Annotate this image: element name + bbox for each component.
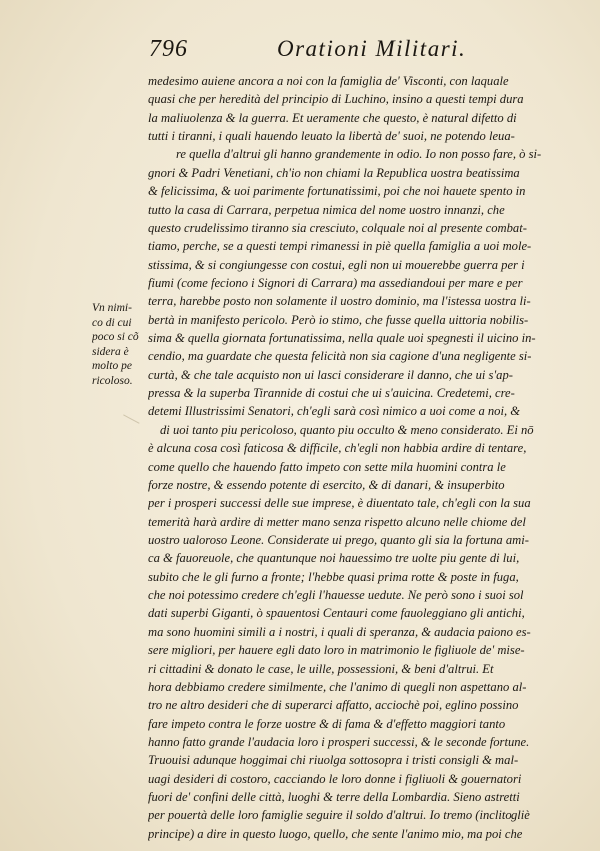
text-line: ri cittadini & donato le case, le uille, possessioni, & beni d'altrui. Et xyxy=(148,661,494,676)
margin-note-line: Vn nimi- xyxy=(92,302,132,314)
text-line: subito che le gli furno a fronte; l'hebbe quasi prima rotte & poste in fuga, xyxy=(148,569,519,584)
text-line: medesimo auiene ancora a noi con la famiglia de' Visconti, con laquale xyxy=(148,74,509,88)
text-line: tiamo, perche, se a questi tempi rimanessi in piè quella famiglia a uoi mole- xyxy=(148,239,532,254)
text-line: di uoi tanto piu pericoloso, quanto piu occulto & meno considerato. Ei nō xyxy=(160,422,534,437)
text-line: detemi Illustrissimi Senatori, ch'egli sarà così nimico a uoi come a noi, & xyxy=(148,404,521,419)
text-line: è alcuna cosa così faticosa & difficile, ch'egli non habbia ardire di tentare, xyxy=(148,441,527,456)
margin-note-line: co di cui xyxy=(92,316,132,329)
text-line: per i prosperi successi delle sue imprese, è diuentato tale, ch'egli con la sua xyxy=(148,496,531,511)
margin-note-line: molto pe xyxy=(92,360,132,373)
text-line: & felicissima, & uoi parimente fortunatissimi, poi che noi hauete spento in xyxy=(148,184,526,199)
text-line: dati superbi Giganti, ò spauentosi Centauri come fauoleggiano gli antichi, xyxy=(148,606,525,621)
text-line: tutto la casa di Carrara, perpetua nimica del nome uostro innanzi, che xyxy=(148,202,505,217)
text-line: come quello che hauendo fatto impeto con sette mila huomini contra le xyxy=(148,459,506,474)
text-line: tutti i tiranni, i quali hauendo leuato la libertà de' suoi, ne potendo leua- xyxy=(148,129,515,144)
text-line: principe) a dire in questo luogo, quello, che sente l'animo mio, ma poi che xyxy=(148,826,523,841)
margin-note-line: poco si cõ xyxy=(92,331,139,344)
text-line: fare impeto contra le forze uostre & di fama & d'effetto maggiori tanto xyxy=(148,716,506,731)
text-line: tro ne altro desideri che di superarci affatto, acciochè poi, eglino possino xyxy=(148,698,519,713)
text-line: per pouertà delle loro famiglie seguire il soldo d'altrui. Io tremo (inclito xyxy=(148,808,512,823)
text-line: cendio, ma guardate che questa felicità non sia cagione d'una negligente si- xyxy=(148,349,532,364)
text-line: stissima, & si congiungesse con costui, egli non ui mouerebbe guerra per i xyxy=(148,257,525,272)
text-line: uostro ualoroso Leone. Considerate ui prego, quanto gli sia la fortuna ami- xyxy=(148,532,529,547)
text-line: forze nostre, & essendo potente di esercito, & di danari, & insuperbito xyxy=(148,477,505,492)
text-line: hanno fatto grande l'audacia loro i prosperi successi, & le seconde fortune. xyxy=(148,734,530,749)
margin-note-line: ricoloso. xyxy=(92,374,133,387)
text-line: sima & quella giornata fortunatissima, nella quale uoi spegnesti il uicino in- xyxy=(148,331,536,346)
body-text xyxy=(148,72,558,843)
text-line: gnori & Padri Venetiani, ch'io non chiami la Republica uostra beatissima xyxy=(148,165,520,180)
text-line: fuori de' confini delle città, luoghi & terre della Lombardia. Sieno astretti xyxy=(148,790,520,805)
text-line: bertà in manifesto pericolo. Però io stimo, che fusse quella uittoria nobilis- xyxy=(148,312,529,327)
text-line: che noi potessimo credere ch'egli l'hauesse uedute. Ne però sono i suoi sol xyxy=(148,588,524,603)
text-line: pressa & la superba Tirannide di costui che ui s'auicina. Credetemi, cre- xyxy=(148,386,515,401)
text-line: terra, harebbe posto non solamente il uostro dominio, ma l'istessa uostra li- xyxy=(148,294,531,309)
text-line: quasi che per heredità del principio di Luchino, insino a questi tempi dura xyxy=(148,92,524,107)
paper-mark xyxy=(118,414,139,432)
text-line: ma sono huomini simili a i nostri, i quali di speranza, & audacia paiono es- xyxy=(148,624,531,639)
text-line: temerità harà ardire di metter mano senza rispetto alcuno nelle chiome del xyxy=(148,514,526,529)
text-line: uagi desideri di costoro, cacciando le loro donne i figliuoli & gouernatori xyxy=(148,771,522,786)
catchword: gliè xyxy=(511,808,530,822)
margin-note-line: sidera è xyxy=(92,345,129,358)
text-line: re quella d'altrui gli hanno grandemente in odio. Io non posso fare, ò si- xyxy=(176,147,542,162)
margin-note xyxy=(92,301,140,389)
text-line: Truouisi adunque hoggimai chi riuolga sottosopra i tristi consigli & mal- xyxy=(148,753,519,768)
text-line: hora debbiamo credere similmente, che l'animo di quegli non aspettano al- xyxy=(148,679,527,694)
text-line: fiumi (come feciono i Signori di Carrara) ma assediandoui per mare e per xyxy=(148,275,523,290)
text-line: questo crudelissimo tiranno sia cresciuto, colquale noi al presente combat- xyxy=(148,220,527,235)
text-line: ca & fauoreuole, che quantunque noi hauessimo tre uolte piu gente di lui, xyxy=(148,551,520,566)
text-line: curtà, & che tale acquisto non ui lasci considerare il danno, che ui s'ap- xyxy=(148,367,513,382)
text-line: sere migliori, per hauere egli dato loro in matrimonio le figliuole de' mise- xyxy=(148,643,525,658)
page-number: 796 xyxy=(149,36,188,62)
text-line: la maliuolenza & la guerra. Et ueramente che questo, è natural difetto di xyxy=(148,110,517,125)
running-title: Orationi Militari. xyxy=(277,36,467,61)
